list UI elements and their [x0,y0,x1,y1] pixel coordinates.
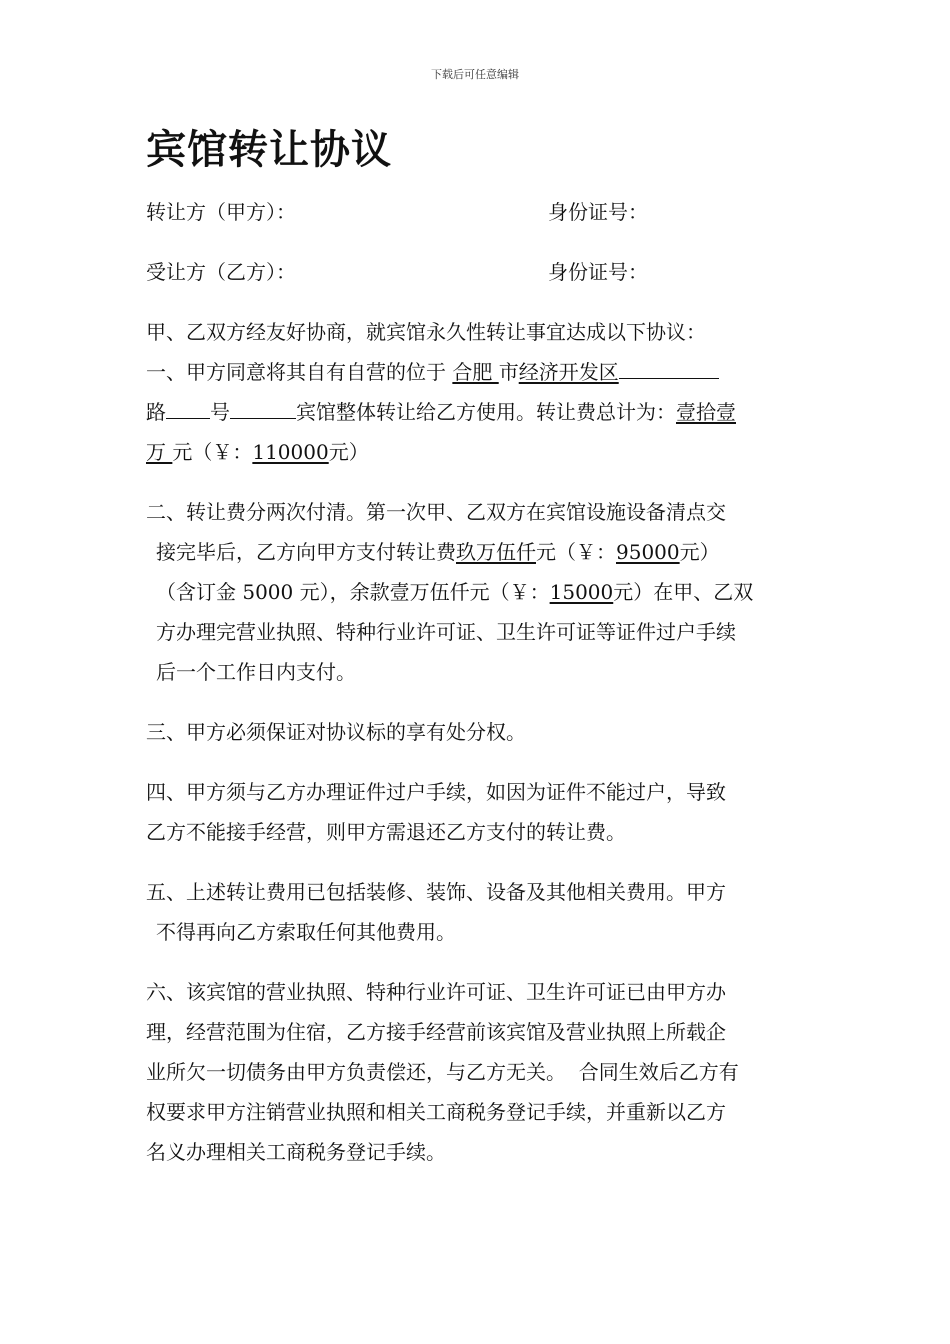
clause-4-line-2: 乙方不能接手经营，则甲方需退还乙方支付的转让费。 [146,820,626,844]
clause-3: 三、甲方必须保证对协议标的享有处分权。 [146,720,526,744]
road-blank [166,392,210,419]
first-payment-digits: 95000 [616,540,680,564]
clause-6-line-1: 六、该宾馆的营业执照、特种行业许可证、卫生许可证已由甲方办 [146,980,726,1004]
city-suffix: 市 [498,360,519,384]
city-value: 合肥 [452,360,499,384]
clause-1-after-number: 宾馆整体转让给乙方使用。转让费总计为： [296,400,676,424]
first-payment-words: 玖万伍仟 [456,540,536,564]
clause-2-line-1: 二、转让费分两次付清。第一次甲、乙双方在宾馆设施设备清点交 [146,500,726,524]
header-note: 下载后可任意编辑 [431,68,519,81]
clause-5-line-1: 五、上述转让费用已包括装修、装饰、设备及其他相关费用。甲方 [146,880,726,904]
clause-2-line-5: 后一个工作日内支付。 [156,660,356,684]
intro-paragraph: 甲、乙双方经友好协商，就宾馆永久性转让事宜达成以下协议： [146,320,706,344]
number-blank [230,392,296,419]
transferee-id-label: 身份证号： [548,260,648,284]
clause-2-line-2-suffix: 元） [679,540,720,564]
clause-6-line-2: 理，经营范围为住宿，乙方接手经营前该宾馆及营业执照上所载企 [146,1020,726,1044]
transferee-label: 受让方（乙方）： [146,260,296,284]
clause-1-line-3 [146,432,806,472]
yuan-open: 元（￥： [172,440,253,464]
clause-1-line-1 [146,352,806,392]
road-label: 路 [146,400,166,424]
clause-6-line-4: 权要求甲方注销营业执照和相关工商税务登记手续，并重新以乙方 [146,1100,726,1124]
clause-2-line-3-suffix: 元）在甲、乙双 [613,580,754,604]
district-value: 经济开发区 [518,360,619,384]
amount-words-part-1: 壹拾壹 [676,400,736,424]
clause-4-line-1: 四、甲方须与乙方办理证件过户手续，如因为证件不能过户，导致 [146,780,726,804]
document-title: 宾馆转让协议 [146,126,392,173]
transferor-row [146,192,806,232]
clause-2-line-2-mid: 元（￥： [536,540,616,564]
district-blank [619,352,719,379]
clause-1-prefix: 一、甲方同意将其自有自营的位于 [146,360,453,384]
clause-5-line-2: 不得再向乙方索取任何其他费用。 [156,920,456,944]
transferor-label: 转让方（甲方）： [146,200,296,224]
clause-1-line-2 [146,392,806,432]
number-label: 号 [210,400,230,424]
clause-6-line-3: 业所欠一切债务由甲方负责偿还，与乙方无关。 合同生效后乙方有 [146,1060,739,1084]
transferee-row [146,252,806,292]
clause-2-line-4: 方办理完营业执照、特种行业许可证、卫生许可证等证件过户手续 [156,620,736,644]
transferor-id-label: 身份证号： [548,200,648,224]
remaining-digits: 15000 [549,580,614,604]
clause-6-line-5: 名义办理相关工商税务登记手续。 [146,1140,446,1164]
amount-digits: 110000 [252,440,329,464]
clause-2-line-3-prefix: （含订金 5000 元），余款壹万伍仟元（￥： [156,580,550,604]
clause-2-line-3 [146,572,806,612]
clause-2-line-2 [146,532,806,572]
document-body [146,192,806,1172]
clause-2-line-2-prefix: 接完毕后，乙方向甲方支付转让费 [156,540,456,564]
yuan-close: 元） [328,440,369,464]
amount-words-part-2: 万 [146,440,173,464]
